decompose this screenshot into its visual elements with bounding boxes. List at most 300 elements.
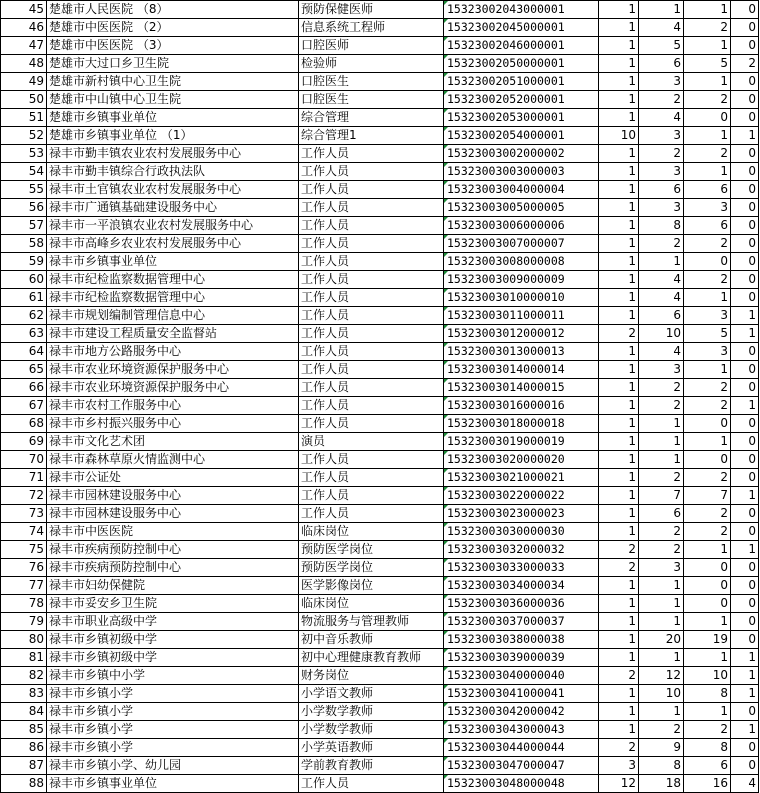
table-cell-n2[interactable]: 2 (639, 91, 684, 109)
table-cell-post[interactable]: 工作人员 (299, 775, 444, 793)
table-cell-n3[interactable]: 1 (684, 649, 731, 667)
table-cell-seq[interactable]: 62 (1, 307, 47, 325)
table-cell-unit[interactable]: 禄丰市乡镇事业单位 (47, 775, 299, 793)
table-cell-post[interactable]: 工作人员 (299, 361, 444, 379)
table-cell-n4[interactable]: 2 (731, 55, 759, 73)
table-cell-n3[interactable]: 6 (684, 181, 731, 199)
table-cell-n4[interactable]: 0 (731, 757, 759, 775)
table-cell-code[interactable]: 15323002045000001 (444, 19, 599, 37)
table-cell-n3[interactable]: 2 (684, 721, 731, 739)
table-cell-n1[interactable]: 1 (599, 181, 639, 199)
table-cell-n1[interactable]: 1 (599, 343, 639, 361)
table-cell-n2[interactable]: 6 (639, 505, 684, 523)
table-cell-n4[interactable]: 1 (731, 667, 759, 685)
table-cell-seq[interactable]: 48 (1, 55, 47, 73)
table-cell-code[interactable]: 15323003040000040 (444, 667, 599, 685)
table-cell-unit[interactable]: 禄丰市农业环境资源保护服务中心 (47, 361, 299, 379)
table-cell-post[interactable]: 物流服务与管理教师 (299, 613, 444, 631)
table-cell-n3[interactable]: 16 (684, 775, 731, 793)
table-cell-code[interactable]: 15323003033000033 (444, 559, 599, 577)
table-cell-n3[interactable]: 1 (684, 73, 731, 91)
table-cell-seq[interactable]: 88 (1, 775, 47, 793)
table-cell-n1[interactable]: 3 (599, 757, 639, 775)
table-cell-unit[interactable]: 楚雄市乡镇事业单位 （1） (47, 127, 299, 145)
table-cell-n1[interactable]: 1 (599, 613, 639, 631)
table-cell-n2[interactable]: 2 (639, 397, 684, 415)
table-cell-n2[interactable]: 4 (639, 289, 684, 307)
table-cell-n2[interactable]: 2 (639, 541, 684, 559)
table-cell-n4[interactable]: 0 (731, 253, 759, 271)
table-cell-post[interactable]: 工作人员 (299, 271, 444, 289)
table-cell-n4[interactable]: 0 (731, 613, 759, 631)
table-cell-n3[interactable]: 2 (684, 397, 731, 415)
table-cell-n1[interactable]: 1 (599, 73, 639, 91)
table-cell-seq[interactable]: 45 (1, 1, 47, 19)
table-cell-n4[interactable]: 1 (731, 685, 759, 703)
table-cell-code[interactable]: 15323003019000019 (444, 433, 599, 451)
table-cell-n1[interactable]: 1 (599, 415, 639, 433)
table-cell-code[interactable]: 15323003041000041 (444, 685, 599, 703)
table-cell-unit[interactable]: 禄丰市地方公路服务中心 (47, 343, 299, 361)
table-cell-n4[interactable]: 0 (731, 19, 759, 37)
table-cell-post[interactable]: 初中心理健康教育教师 (299, 649, 444, 667)
table-cell-n2[interactable]: 3 (639, 199, 684, 217)
table-cell-n2[interactable]: 1 (639, 577, 684, 595)
table-cell-seq[interactable]: 77 (1, 577, 47, 595)
table-cell-code[interactable]: 15323003034000034 (444, 577, 599, 595)
table-cell-n1[interactable]: 2 (599, 667, 639, 685)
table-cell-unit[interactable]: 禄丰市农村工作服务中心 (47, 397, 299, 415)
table-cell-n2[interactable]: 2 (639, 235, 684, 253)
table-cell-code[interactable]: 15323003018000018 (444, 415, 599, 433)
table-cell-post[interactable]: 小学数学教师 (299, 721, 444, 739)
table-cell-code[interactable]: 15323003039000039 (444, 649, 599, 667)
table-cell-post[interactable]: 工作人员 (299, 325, 444, 343)
table-cell-n4[interactable]: 0 (731, 91, 759, 109)
table-cell-n1[interactable]: 2 (599, 559, 639, 577)
table-cell-code[interactable]: 15323003036000036 (444, 595, 599, 613)
table-cell-n3[interactable]: 0 (684, 577, 731, 595)
table-cell-seq[interactable]: 54 (1, 163, 47, 181)
table-cell-n1[interactable]: 1 (599, 523, 639, 541)
table-cell-seq[interactable]: 57 (1, 217, 47, 235)
table-cell-unit[interactable]: 禄丰市文化艺术团 (47, 433, 299, 451)
table-cell-n2[interactable]: 2 (639, 379, 684, 397)
table-cell-n1[interactable]: 12 (599, 775, 639, 793)
table-cell-n4[interactable]: 1 (731, 649, 759, 667)
table-cell-n2[interactable]: 7 (639, 487, 684, 505)
table-cell-code[interactable]: 15323002053000001 (444, 109, 599, 127)
table-cell-n1[interactable]: 1 (599, 253, 639, 271)
table-cell-seq[interactable]: 53 (1, 145, 47, 163)
table-cell-seq[interactable]: 73 (1, 505, 47, 523)
table-cell-n2[interactable]: 5 (639, 37, 684, 55)
table-cell-n2[interactable]: 8 (639, 217, 684, 235)
table-cell-code[interactable]: 15323002043000001 (444, 1, 599, 19)
table-cell-seq[interactable]: 87 (1, 757, 47, 775)
table-cell-n2[interactable]: 3 (639, 73, 684, 91)
table-cell-n3[interactable]: 0 (684, 109, 731, 127)
table-cell-post[interactable]: 工作人员 (299, 289, 444, 307)
table-cell-code[interactable]: 15323003030000030 (444, 523, 599, 541)
table-cell-code[interactable]: 15323003014000015 (444, 379, 599, 397)
table-cell-code[interactable]: 15323003020000020 (444, 451, 599, 469)
table-cell-n2[interactable]: 9 (639, 739, 684, 757)
table-cell-post[interactable]: 演员 (299, 433, 444, 451)
table-cell-n3[interactable]: 1 (684, 1, 731, 19)
table-cell-n4[interactable]: 0 (731, 631, 759, 649)
table-cell-n4[interactable]: 0 (731, 469, 759, 487)
table-cell-code[interactable]: 15323003016000016 (444, 397, 599, 415)
table-cell-n4[interactable]: 1 (731, 307, 759, 325)
table-cell-code[interactable]: 15323003011000011 (444, 307, 599, 325)
table-cell-n1[interactable]: 2 (599, 541, 639, 559)
table-cell-post[interactable]: 小学英语教师 (299, 739, 444, 757)
table-cell-post[interactable]: 财务岗位 (299, 667, 444, 685)
table-cell-n1[interactable]: 1 (599, 55, 639, 73)
table-cell-code[interactable]: 15323003038000038 (444, 631, 599, 649)
table-cell-n1[interactable]: 1 (599, 217, 639, 235)
table-cell-n1[interactable]: 1 (599, 577, 639, 595)
table-cell-n2[interactable]: 1 (639, 451, 684, 469)
table-cell-n2[interactable]: 2 (639, 145, 684, 163)
table-cell-unit[interactable]: 楚雄市乡镇事业单位 (47, 109, 299, 127)
table-cell-seq[interactable]: 69 (1, 433, 47, 451)
table-cell-code[interactable]: 15323003043000043 (444, 721, 599, 739)
table-cell-n3[interactable]: 2 (684, 505, 731, 523)
table-cell-post[interactable]: 工作人员 (299, 451, 444, 469)
table-cell-n1[interactable]: 1 (599, 235, 639, 253)
table-cell-n4[interactable]: 0 (731, 361, 759, 379)
table-cell-n3[interactable]: 7 (684, 487, 731, 505)
table-cell-n3[interactable]: 1 (684, 703, 731, 721)
table-cell-post[interactable]: 工作人员 (299, 217, 444, 235)
table-cell-unit[interactable]: 禄丰市疾病预防控制中心 (47, 541, 299, 559)
table-cell-n3[interactable]: 0 (684, 559, 731, 577)
table-cell-unit[interactable]: 禄丰市公证处 (47, 469, 299, 487)
table-cell-n2[interactable]: 1 (639, 613, 684, 631)
table-cell-n4[interactable]: 0 (731, 163, 759, 181)
table-cell-unit[interactable]: 禄丰市高峰乡农业农村发展服务中心 (47, 235, 299, 253)
table-cell-n4[interactable]: 0 (731, 1, 759, 19)
table-cell-n4[interactable]: 1 (731, 127, 759, 145)
table-cell-code[interactable]: 15323003003000003 (444, 163, 599, 181)
table-cell-n4[interactable]: 0 (731, 109, 759, 127)
table-cell-n3[interactable]: 1 (684, 613, 731, 631)
table-cell-code[interactable]: 15323002054000001 (444, 127, 599, 145)
table-cell-n4[interactable]: 0 (731, 577, 759, 595)
table-cell-n4[interactable]: 0 (731, 217, 759, 235)
table-cell-n2[interactable]: 6 (639, 55, 684, 73)
table-cell-seq[interactable]: 52 (1, 127, 47, 145)
table-cell-unit[interactable]: 楚雄市大过口乡卫生院 (47, 55, 299, 73)
table-cell-n3[interactable]: 0 (684, 415, 731, 433)
table-cell-seq[interactable]: 61 (1, 289, 47, 307)
table-cell-n1[interactable]: 1 (599, 145, 639, 163)
table-cell-post[interactable]: 预防医学岗位 (299, 559, 444, 577)
table-cell-n2[interactable]: 3 (639, 559, 684, 577)
table-cell-code[interactable]: 15323003008000008 (444, 253, 599, 271)
table-cell-seq[interactable]: 74 (1, 523, 47, 541)
table-cell-code[interactable]: 15323003007000007 (444, 235, 599, 253)
table-cell-n4[interactable]: 0 (731, 523, 759, 541)
table-cell-unit[interactable]: 禄丰市乡镇初级中学 (47, 649, 299, 667)
table-cell-n2[interactable]: 4 (639, 109, 684, 127)
table-cell-code[interactable]: 15323002050000001 (444, 55, 599, 73)
table-cell-seq[interactable]: 81 (1, 649, 47, 667)
table-cell-n2[interactable]: 20 (639, 631, 684, 649)
table-cell-unit[interactable]: 禄丰市广通镇基础建设服务中心 (47, 199, 299, 217)
table-cell-n2[interactable]: 1 (639, 1, 684, 19)
table-cell-n3[interactable]: 0 (684, 595, 731, 613)
table-cell-n3[interactable]: 2 (684, 145, 731, 163)
table-cell-code[interactable]: 15323003013000013 (444, 343, 599, 361)
table-cell-n4[interactable]: 0 (731, 379, 759, 397)
table-cell-n2[interactable]: 6 (639, 307, 684, 325)
table-cell-post[interactable]: 预防医学岗位 (299, 541, 444, 559)
table-cell-n1[interactable]: 1 (599, 451, 639, 469)
table-cell-n2[interactable]: 1 (639, 415, 684, 433)
table-cell-post[interactable]: 口腔医生 (299, 73, 444, 91)
table-cell-n1[interactable]: 1 (599, 649, 639, 667)
table-cell-seq[interactable]: 75 (1, 541, 47, 559)
table-cell-code[interactable]: 15323003048000048 (444, 775, 599, 793)
table-cell-post[interactable]: 工作人员 (299, 397, 444, 415)
table-cell-n1[interactable]: 1 (599, 397, 639, 415)
table-cell-n3[interactable]: 2 (684, 523, 731, 541)
table-cell-n2[interactable]: 3 (639, 361, 684, 379)
table-cell-n1[interactable]: 1 (599, 361, 639, 379)
table-cell-unit[interactable]: 禄丰市妇幼保健院 (47, 577, 299, 595)
table-cell-n3[interactable]: 5 (684, 55, 731, 73)
table-cell-post[interactable]: 工作人员 (299, 253, 444, 271)
table-cell-post[interactable]: 临床岗位 (299, 595, 444, 613)
table-cell-unit[interactable]: 禄丰市建设工程质量安全监督站 (47, 325, 299, 343)
table-cell-post[interactable]: 工作人员 (299, 307, 444, 325)
table-cell-n4[interactable]: 0 (731, 451, 759, 469)
table-cell-code[interactable]: 15323003014000014 (444, 361, 599, 379)
table-cell-unit[interactable]: 禄丰市规划编制管理信息中心 (47, 307, 299, 325)
table-cell-n3[interactable]: 10 (684, 667, 731, 685)
table-cell-n2[interactable]: 1 (639, 649, 684, 667)
table-cell-n1[interactable]: 2 (599, 325, 639, 343)
table-cell-seq[interactable]: 51 (1, 109, 47, 127)
table-cell-n1[interactable]: 1 (599, 469, 639, 487)
table-cell-post[interactable]: 口腔医师 (299, 37, 444, 55)
table-cell-post[interactable]: 工作人员 (299, 235, 444, 253)
table-cell-post[interactable]: 小学数学教师 (299, 703, 444, 721)
table-cell-code[interactable]: 15323002046000001 (444, 37, 599, 55)
table-cell-n3[interactable]: 6 (684, 757, 731, 775)
table-cell-n1[interactable]: 1 (599, 595, 639, 613)
table-cell-seq[interactable]: 56 (1, 199, 47, 217)
table-cell-code[interactable]: 15323003037000037 (444, 613, 599, 631)
table-cell-code[interactable]: 15323003005000005 (444, 199, 599, 217)
table-cell-seq[interactable]: 63 (1, 325, 47, 343)
table-cell-seq[interactable]: 72 (1, 487, 47, 505)
table-cell-n3[interactable]: 1 (684, 289, 731, 307)
table-cell-unit[interactable]: 禄丰市乡镇中小学 (47, 667, 299, 685)
table-cell-code[interactable]: 15323003006000006 (444, 217, 599, 235)
table-cell-unit[interactable]: 楚雄市中医医院 （3） (47, 37, 299, 55)
table-cell-n4[interactable]: 0 (731, 343, 759, 361)
table-cell-n1[interactable]: 1 (599, 91, 639, 109)
table-cell-unit[interactable]: 禄丰市妥安乡卫生院 (47, 595, 299, 613)
table-cell-post[interactable]: 工作人员 (299, 469, 444, 487)
table-cell-n4[interactable]: 0 (731, 703, 759, 721)
table-cell-n2[interactable]: 4 (639, 343, 684, 361)
table-cell-code[interactable]: 15323002052000001 (444, 91, 599, 109)
table-cell-post[interactable]: 初中音乐教师 (299, 631, 444, 649)
table-cell-unit[interactable]: 禄丰市纪检监察数据管理中心 (47, 289, 299, 307)
table-cell-n2[interactable]: 1 (639, 703, 684, 721)
table-cell-code[interactable]: 15323003022000022 (444, 487, 599, 505)
table-cell-post[interactable]: 学前教育教师 (299, 757, 444, 775)
table-cell-n4[interactable]: 1 (731, 325, 759, 343)
table-cell-n4[interactable]: 0 (731, 415, 759, 433)
table-cell-code[interactable]: 15323003021000021 (444, 469, 599, 487)
table-cell-post[interactable]: 工作人员 (299, 163, 444, 181)
table-cell-n2[interactable]: 3 (639, 163, 684, 181)
table-cell-n4[interactable]: 0 (731, 199, 759, 217)
table-cell-n3[interactable]: 3 (684, 343, 731, 361)
table-cell-n1[interactable]: 1 (599, 703, 639, 721)
table-cell-n2[interactable]: 1 (639, 433, 684, 451)
table-cell-n3[interactable]: 6 (684, 217, 731, 235)
table-cell-post[interactable]: 工作人员 (299, 415, 444, 433)
table-cell-n2[interactable]: 4 (639, 271, 684, 289)
table-cell-code[interactable]: 15323003010000010 (444, 289, 599, 307)
table-cell-post[interactable]: 信息系统工程师 (299, 19, 444, 37)
table-cell-seq[interactable]: 60 (1, 271, 47, 289)
table-cell-n1[interactable]: 1 (599, 37, 639, 55)
table-cell-n1[interactable]: 1 (599, 289, 639, 307)
table-cell-post[interactable]: 口腔医生 (299, 91, 444, 109)
table-cell-n3[interactable]: 19 (684, 631, 731, 649)
table-cell-unit[interactable]: 楚雄市中山镇中心卫生院 (47, 91, 299, 109)
table-cell-unit[interactable]: 禄丰市乡镇小学 (47, 721, 299, 739)
table-cell-n1[interactable]: 1 (599, 271, 639, 289)
table-cell-unit[interactable]: 楚雄市中医医院 （2） (47, 19, 299, 37)
table-cell-n3[interactable]: 3 (684, 199, 731, 217)
table-cell-seq[interactable]: 55 (1, 181, 47, 199)
table-cell-code[interactable]: 15323003012000012 (444, 325, 599, 343)
table-cell-n2[interactable]: 12 (639, 667, 684, 685)
table-cell-seq[interactable]: 58 (1, 235, 47, 253)
table-cell-unit[interactable]: 禄丰市乡镇小学 (47, 739, 299, 757)
table-cell-n4[interactable]: 0 (731, 37, 759, 55)
table-cell-code[interactable]: 15323002051000001 (444, 73, 599, 91)
table-cell-n1[interactable]: 1 (599, 631, 639, 649)
table-cell-n3[interactable]: 1 (684, 127, 731, 145)
table-cell-unit[interactable]: 禄丰市乡镇初级中学 (47, 631, 299, 649)
table-cell-seq[interactable]: 68 (1, 415, 47, 433)
table-cell-seq[interactable]: 47 (1, 37, 47, 55)
table-cell-seq[interactable]: 71 (1, 469, 47, 487)
table-cell-n2[interactable]: 2 (639, 469, 684, 487)
table-cell-n4[interactable]: 0 (731, 289, 759, 307)
table-cell-seq[interactable]: 67 (1, 397, 47, 415)
table-cell-n2[interactable]: 2 (639, 523, 684, 541)
table-cell-unit[interactable]: 禄丰市园林建设服务中心 (47, 505, 299, 523)
table-cell-post[interactable]: 综合管理1 (299, 127, 444, 145)
table-cell-n3[interactable]: 2 (684, 469, 731, 487)
table-cell-n2[interactable]: 10 (639, 325, 684, 343)
table-cell-unit[interactable]: 禄丰市乡镇小学、幼儿园 (47, 757, 299, 775)
table-cell-post[interactable]: 工作人员 (299, 487, 444, 505)
table-cell-post[interactable]: 工作人员 (299, 181, 444, 199)
table-cell-unit[interactable]: 禄丰市纪检监察数据管理中心 (47, 271, 299, 289)
table-cell-unit[interactable]: 禄丰市中医医院 (47, 523, 299, 541)
table-cell-n4[interactable]: 4 (731, 775, 759, 793)
table-cell-unit[interactable]: 禄丰市森林草原火情监测中心 (47, 451, 299, 469)
table-cell-unit[interactable]: 禄丰市一平浪镇农业农村发展服务中心 (47, 217, 299, 235)
table-cell-unit[interactable]: 楚雄市人民医院 （8） (47, 1, 299, 19)
table-cell-seq[interactable]: 76 (1, 559, 47, 577)
table-cell-post[interactable]: 医学影像岗位 (299, 577, 444, 595)
table-cell-post[interactable]: 工作人员 (299, 379, 444, 397)
table-cell-code[interactable]: 15323003044000044 (444, 739, 599, 757)
table-cell-n2[interactable]: 3 (639, 127, 684, 145)
table-cell-post[interactable]: 小学语文教师 (299, 685, 444, 703)
table-cell-n4[interactable]: 1 (731, 397, 759, 415)
table-cell-seq[interactable]: 78 (1, 595, 47, 613)
table-cell-unit[interactable]: 禄丰市疾病预防控制中心 (47, 559, 299, 577)
table-cell-post[interactable]: 临床岗位 (299, 523, 444, 541)
table-cell-code[interactable]: 15323003023000023 (444, 505, 599, 523)
table-cell-code[interactable]: 15323003042000042 (444, 703, 599, 721)
table-cell-post[interactable]: 预防保健医师 (299, 1, 444, 19)
table-cell-code[interactable]: 15323003032000032 (444, 541, 599, 559)
table-cell-n3[interactable]: 2 (684, 19, 731, 37)
table-cell-unit[interactable]: 禄丰市乡镇小学 (47, 685, 299, 703)
table-cell-n4[interactable]: 1 (731, 541, 759, 559)
table-cell-n1[interactable]: 1 (599, 505, 639, 523)
table-cell-seq[interactable]: 65 (1, 361, 47, 379)
table-cell-n1[interactable]: 1 (599, 199, 639, 217)
table-cell-post[interactable]: 工作人员 (299, 145, 444, 163)
table-cell-seq[interactable]: 66 (1, 379, 47, 397)
table-cell-seq[interactable]: 83 (1, 685, 47, 703)
table-cell-code[interactable]: 15323003002000002 (444, 145, 599, 163)
table-cell-unit[interactable]: 禄丰市乡村振兴服务中心 (47, 415, 299, 433)
table-cell-n3[interactable]: 1 (684, 541, 731, 559)
table-cell-seq[interactable]: 59 (1, 253, 47, 271)
table-cell-n3[interactable]: 2 (684, 271, 731, 289)
table-cell-n3[interactable]: 0 (684, 253, 731, 271)
table-cell-n4[interactable]: 0 (731, 73, 759, 91)
table-cell-n4[interactable]: 0 (731, 433, 759, 451)
table-cell-n3[interactable]: 0 (684, 451, 731, 469)
table-cell-post[interactable]: 综合管理 (299, 109, 444, 127)
table-cell-n1[interactable]: 1 (599, 487, 639, 505)
table-cell-seq[interactable]: 46 (1, 19, 47, 37)
table-cell-seq[interactable]: 84 (1, 703, 47, 721)
table-cell-n4[interactable]: 0 (731, 235, 759, 253)
table-cell-n4[interactable]: 0 (731, 505, 759, 523)
table-cell-n3[interactable]: 5 (684, 325, 731, 343)
table-cell-n1[interactable]: 1 (599, 721, 639, 739)
table-cell-unit[interactable]: 禄丰市乡镇小学 (47, 703, 299, 721)
table-cell-n1[interactable]: 10 (599, 127, 639, 145)
table-cell-n1[interactable]: 1 (599, 109, 639, 127)
table-cell-n3[interactable]: 3 (684, 307, 731, 325)
table-cell-n3[interactable]: 2 (684, 235, 731, 253)
table-cell-n1[interactable]: 1 (599, 163, 639, 181)
table-cell-n4[interactable]: 1 (731, 487, 759, 505)
table-cell-n2[interactable]: 1 (639, 595, 684, 613)
table-cell-n1[interactable]: 1 (599, 307, 639, 325)
